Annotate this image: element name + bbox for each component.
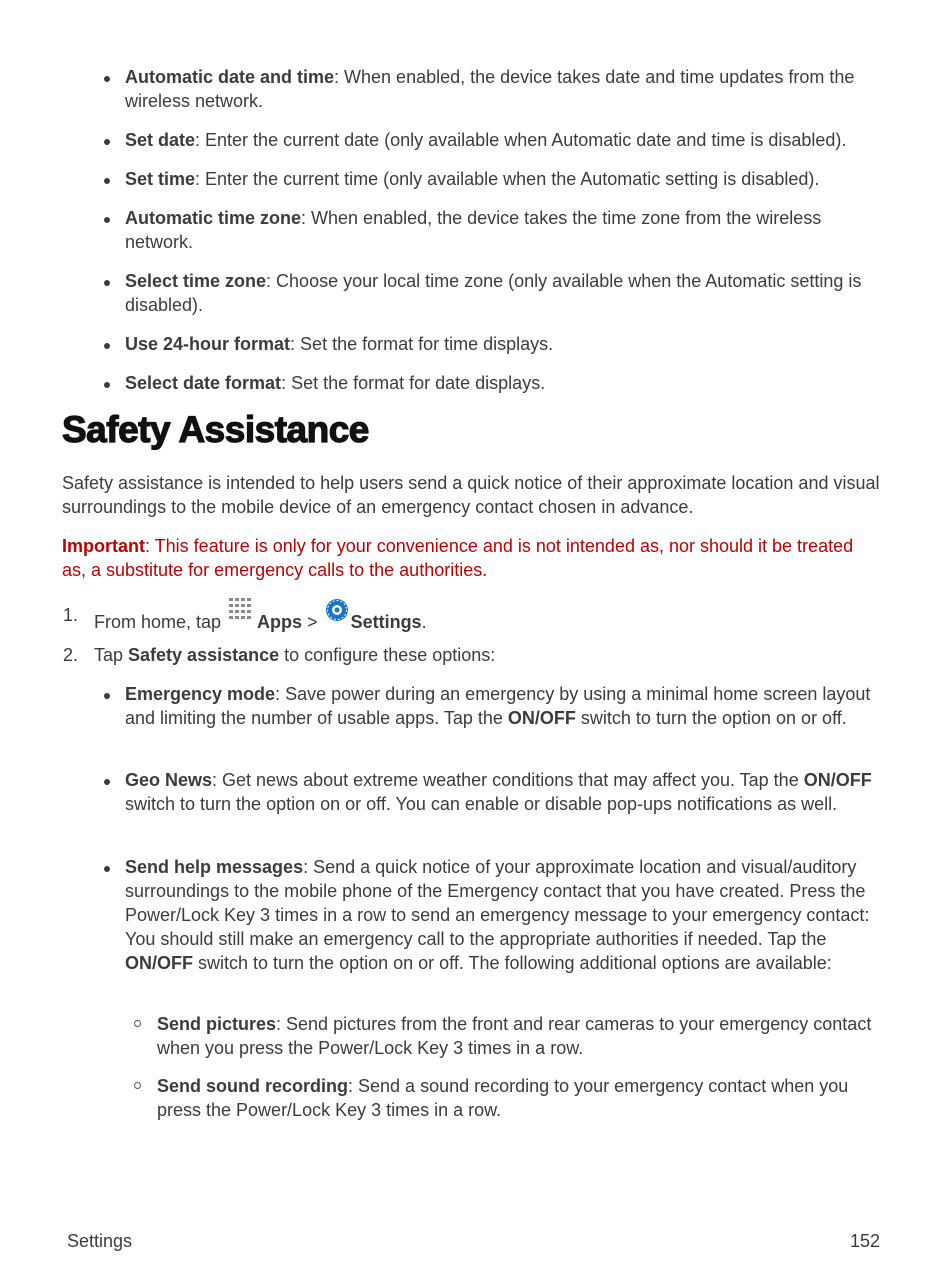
bullet-text: Select date format: Set the format for date displays.	[125, 373, 546, 393]
bullet-icon	[104, 693, 110, 699]
sub-bullet-text: Send sound recording: Send a sound recording to your emergency contact when you press the Power/Lock Key 3 times in a row.	[157, 1076, 849, 1120]
bullet-icon	[104, 76, 110, 82]
circle-bullet-icon	[134, 1082, 141, 1089]
circle-bullet-icon	[134, 1020, 141, 1027]
bullet-text: Set time: Enter the current time (only available when the Automatic setting is disabled).	[125, 169, 820, 189]
bullet-icon	[104, 779, 110, 785]
section-heading: Safety Assistance	[62, 409, 369, 450]
bullet-text: Automatic time zone: When enabled, the device takes the time zone from the wireless network.	[125, 208, 822, 252]
important-notice: Important: This feature is only for your convenience and is not intended as, nor should it be treated as, a substitute for emergency calls to the authorities.	[62, 536, 854, 580]
step-2: Tap Safety assistance to configure these options:	[94, 645, 496, 665]
bullet-icon	[104, 866, 110, 872]
step-1: From home, tap Apps > Settings.	[94, 596, 884, 628]
intro-paragraph: Safety assistance is intended to help users send a quick notice of their approximate location and visual surroundings to the mobile device of an emergency contact chosen in advance.	[62, 473, 880, 517]
bullet-icon	[104, 217, 110, 223]
step-number: 1.	[63, 605, 79, 625]
bullet-icon	[104, 280, 110, 286]
settings-gear-icon	[325, 598, 349, 628]
bullet-icon	[104, 382, 110, 388]
apps-grid-icon	[228, 596, 255, 628]
bullet-text: Geo News: Get news about extreme weather conditions that may affect you. Tap the ON/OFF switch to turn the option on or off. You can enable or disable pop-ups notifications as well.	[125, 770, 872, 814]
bullet-text: Use 24-hour format: Set the format for time displays.	[125, 334, 554, 354]
step-number: 2.	[63, 645, 79, 665]
bullet-text: Emergency mode: Save power during an emergency by using a minimal home screen layout and limiting the number of usable apps. Tap the ON/OFF switch to turn the option on or off.	[125, 684, 871, 728]
bullet-text: Set date: Enter the current date (only available when Automatic date and time is disabled).	[125, 130, 847, 150]
bullet-text: Select time zone: Choose your local time zone (only available when the Automatic setting is disabled).	[125, 271, 862, 315]
bullet-text: Send help messages: Send a quick notice of your approximate location and visual/auditory surroundings to the mobile phone of the Emergency contact that you have created. Press the Power/Lock Key 3 times in a row to send an emergency message to your emergency contact: You should still make an emergency call to the appropriate authorities if needed. Tap the ON/OFF switch to turn the option on or off. The following additional options are available:	[125, 857, 870, 973]
bullet-icon	[104, 178, 110, 184]
footer-section-name: Settings	[67, 1231, 133, 1251]
bullet-icon	[104, 343, 110, 349]
bullet-text: Automatic date and time: When enabled, the device takes date and time updates from the wireless network.	[125, 67, 855, 111]
page-number: 152	[849, 1231, 880, 1251]
bullet-icon	[104, 139, 110, 145]
sub-bullet-text: Send pictures: Send pictures from the front and rear cameras to your emergency contact when you press the Power/Lock Key 3 times in a row.	[157, 1014, 872, 1058]
